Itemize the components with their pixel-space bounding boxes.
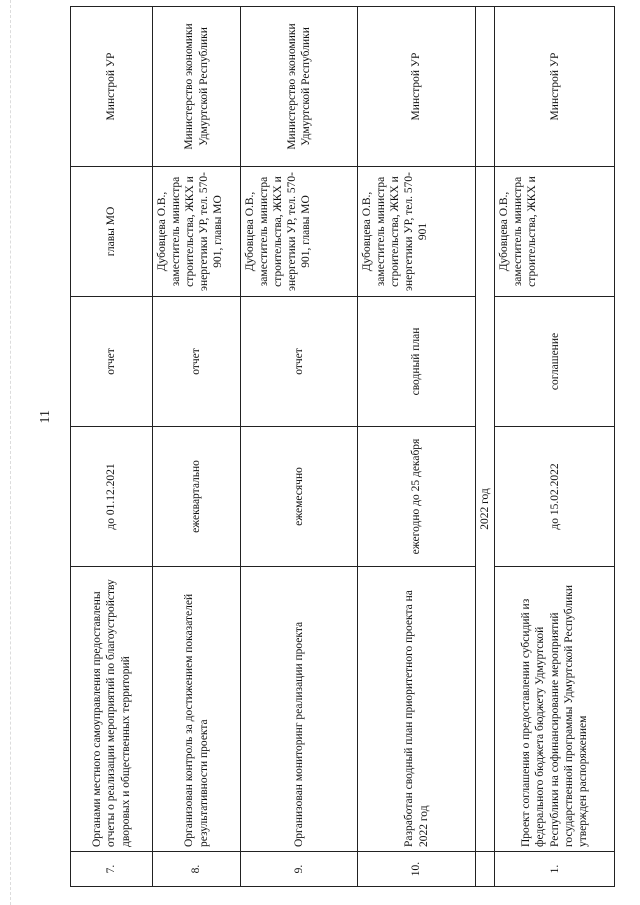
deadline-cell: ежегодно до 25 декабря — [358, 427, 476, 567]
doc-type-cell: сводный план — [358, 297, 476, 427]
deadline-cell: до 01.12.2021 — [71, 427, 153, 567]
row-number: 10. — [358, 852, 476, 887]
year-header: 2022 год — [476, 167, 495, 852]
scan-edge-line — [10, 0, 11, 905]
responsible-cell: главы МО — [71, 167, 153, 297]
table-row — [358, 7, 476, 887]
doc-type-cell: соглашение — [495, 297, 615, 427]
participant-cell: Минстрой УР — [71, 7, 153, 167]
table-row — [495, 7, 615, 887]
doc-type-cell: отчет — [153, 297, 241, 427]
task-cell: Разработан сводный план приоритетного проекта на 2022 год — [358, 567, 476, 852]
deadline-cell: ежеквартально — [153, 427, 241, 567]
row-number: 9. — [241, 852, 358, 887]
task-cell: Органами местного самоуправления предоставлены отчеты о реализации мероприятий по благоустройству дворовых и общественных территорий — [71, 567, 153, 852]
deadline-cell: ежемесячно — [241, 427, 358, 567]
task-cell: Организован контроль за достижением показателей результативности проекта — [153, 567, 241, 852]
table-row — [241, 7, 358, 887]
participant-cell: Министерство экономики Удмуртской Республики — [153, 7, 241, 167]
row-number: 8. — [153, 852, 241, 887]
table-row — [71, 7, 153, 887]
doc-type-cell: отчет — [71, 297, 153, 427]
schedule-table-frame — [70, 7, 620, 887]
row-number: 1. — [495, 852, 615, 887]
participant-cell: Минстрой УР — [358, 7, 476, 167]
responsible-cell: Дубовцева О.В., заместитель министра строительства, ЖКХ и энергетики УР, тел. 570-901, главы МО — [153, 167, 241, 297]
responsible-cell: Дубовцева О.В., заместитель министра строительства, ЖКХ и — [495, 167, 615, 297]
participant-cell: Министерство экономики Удмуртской Республики — [241, 7, 358, 167]
year-spacer-cell — [476, 852, 495, 887]
row-number: 7. — [71, 852, 153, 887]
responsible-cell: Дубовцева О.В., заместитель министра строительства, ЖКХ и энергетики УР, тел. 570-901, главы МО — [241, 167, 358, 297]
schedule-table — [70, 6, 615, 887]
page-number: 11 — [38, 410, 53, 424]
responsible-cell: Дубовцева О.В., заместитель министра строительства, ЖКХ и энергетики УР, тел. 570-901 — [358, 167, 476, 297]
deadline-cell: до 15.02.2022 — [495, 427, 615, 567]
year-header-row — [476, 7, 495, 887]
year-blank-cell — [476, 7, 495, 167]
doc-type-cell: отчет — [241, 297, 358, 427]
task-cell: Организован мониторинг реализации проекта — [241, 567, 358, 852]
table-row — [153, 7, 241, 887]
task-cell: Проект соглашения о предоставлении субсидий из федерального бюджета бюджету Удмуртской Республики на софинансирование мероприятий государственной программы Удмуртской Республики утвержден распоряжением — [495, 567, 615, 852]
participant-cell: Минстрой УР — [495, 7, 615, 167]
